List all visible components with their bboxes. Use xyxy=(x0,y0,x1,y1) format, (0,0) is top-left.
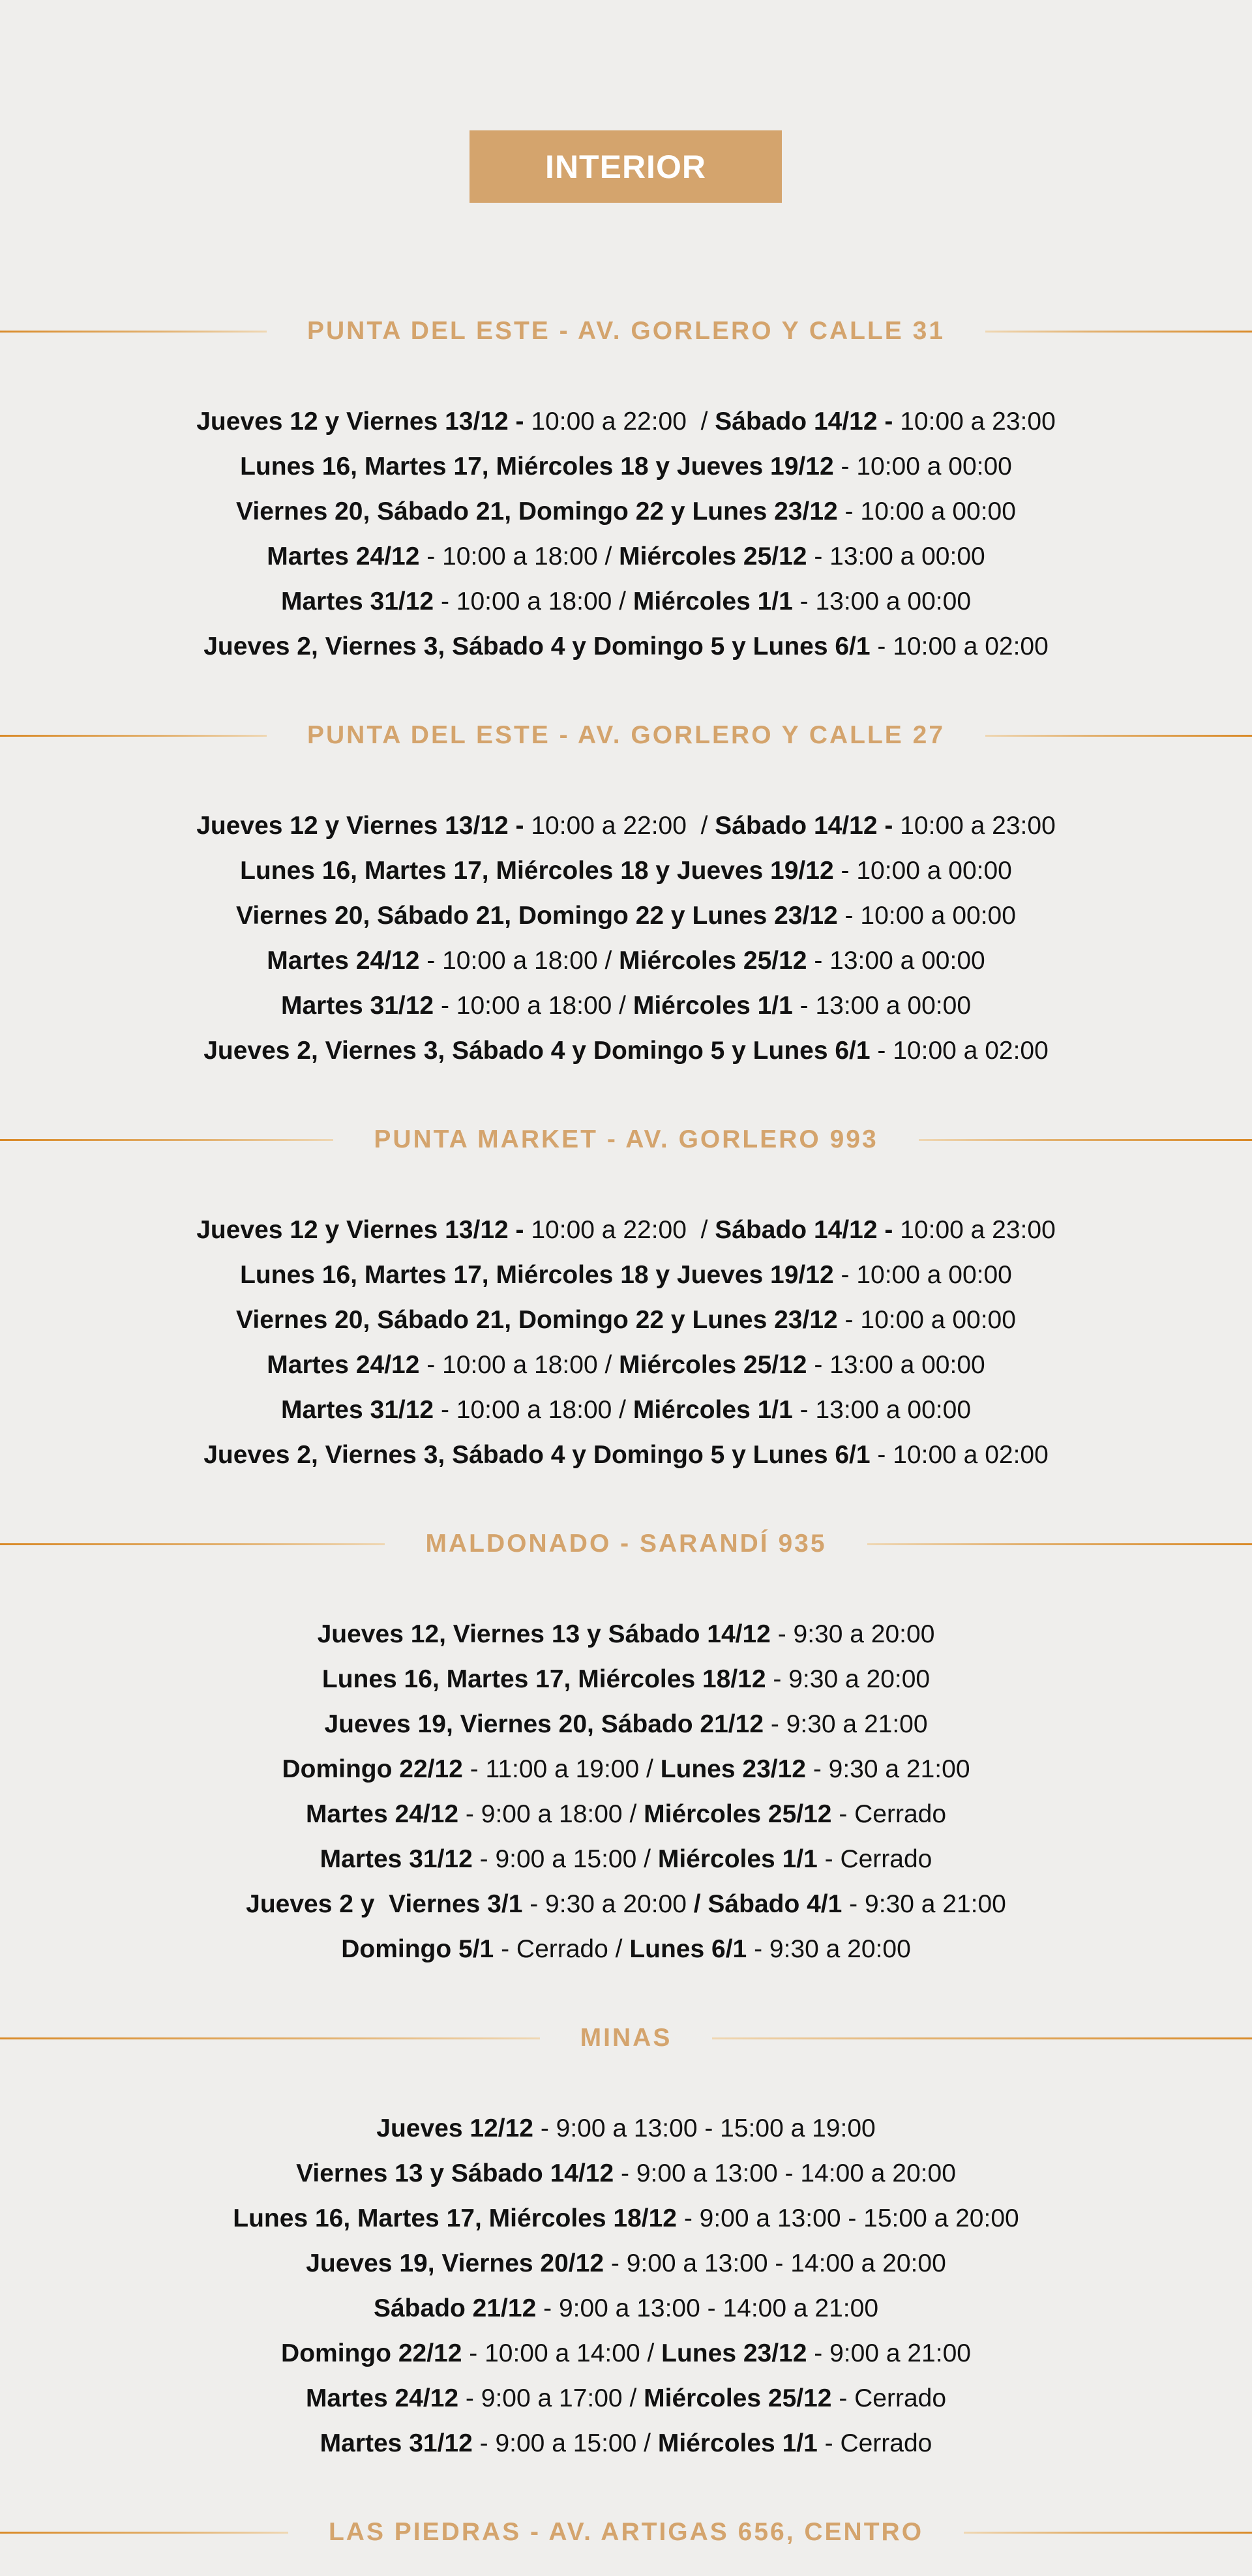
schedule-hours: - 11:00 a 19:00 / xyxy=(462,1755,661,1783)
schedule-hours: - 9:30 a 21:00 xyxy=(764,1710,928,1738)
schedule-day: Martes 31/12 xyxy=(280,1396,434,1424)
schedule-day: Martes 24/12 xyxy=(305,2384,459,2412)
schedule-day: Miércoles 1/1 xyxy=(633,587,793,615)
schedule-hours: - 9:30 a 21:00 xyxy=(842,1890,1006,1918)
schedule-row xyxy=(0,1747,1252,1792)
divider-line-left xyxy=(0,1139,333,1141)
schedule-day: Martes 24/12 xyxy=(267,1351,420,1379)
schedule-hours: - 10:00 a 00:00 xyxy=(837,1306,1016,1334)
section-title-4 xyxy=(0,1524,1252,1563)
schedule-day: Domingo 22/12 xyxy=(282,1755,463,1783)
schedule-day: Jueves 12 y Viernes 13/12 - xyxy=(196,812,524,840)
schedule-row xyxy=(0,1657,1252,1702)
schedule-hours: - 10:00 a 00:00 xyxy=(833,452,1012,481)
schedule-list xyxy=(0,399,1252,669)
schedule-day: Miércoles 25/12 xyxy=(644,1800,832,1828)
divider-line-right xyxy=(867,1543,1252,1545)
schedule-hours: - 9:00 a 17:00 / xyxy=(458,2384,644,2412)
schedule-hours: - 10:00 a 18:00 / xyxy=(419,542,619,570)
location-title: MINAS xyxy=(580,2024,672,2052)
section-title-1 xyxy=(0,312,1252,351)
schedule-hours: - 9:00 a 18:00 / xyxy=(458,1800,644,1828)
divider-line-right xyxy=(712,2037,1252,2039)
schedule-day: Sábado 14/12 - xyxy=(715,1216,893,1244)
schedule-row xyxy=(0,444,1252,489)
schedule-row xyxy=(0,893,1252,938)
schedule-row xyxy=(0,983,1252,1028)
schedule-day: Lunes 23/12 xyxy=(661,2339,807,2367)
section-title-6 xyxy=(0,2513,1252,2552)
schedule-day: Martes 31/12 xyxy=(320,2429,473,2457)
schedule-row xyxy=(0,2241,1252,2286)
schedule-hours: - 13:00 a 00:00 xyxy=(807,1351,985,1379)
schedule-row xyxy=(0,848,1252,893)
divider-line-right xyxy=(985,735,1252,737)
schedule-hours: - 13:00 a 00:00 xyxy=(792,992,972,1020)
schedule-day: Miércoles 25/12 xyxy=(619,947,807,975)
schedule-hours: 10:00 a 22:00 / xyxy=(524,812,715,840)
schedule-hours: - 9:00 a 13:00 - 14:00 a 21:00 xyxy=(536,2294,879,2322)
divider-line-left xyxy=(0,331,267,333)
schedule-hours: 10:00 a 22:00 / xyxy=(524,1216,715,1244)
schedule-row xyxy=(0,1207,1252,1252)
schedule-hours: - 10:00 a 18:00 / xyxy=(434,1396,633,1424)
schedule-hours: - 9:30 a 21:00 xyxy=(805,1755,970,1783)
schedule-day: Jueves 12 y Viernes 13/12 - xyxy=(196,407,524,436)
schedule-hours: - Cerrado xyxy=(831,2384,947,2412)
schedule-row xyxy=(0,1252,1252,1297)
schedule-row xyxy=(0,938,1252,983)
schedule-hours: 10:00 a 23:00 xyxy=(893,407,1056,436)
schedule-day: Jueves 2, Viernes 3, Sábado 4 y Domingo 5 y Lunes 6/1 xyxy=(203,1037,871,1065)
schedule-hours: - 10:00 a 00:00 xyxy=(833,1261,1012,1289)
location-title: PUNTA MARKET - AV. GORLERO 993 xyxy=(374,1125,878,1153)
schedule-row xyxy=(0,2106,1252,2151)
schedule-list xyxy=(0,1612,1252,1972)
schedule-hours: - 9:00 a 21:00 xyxy=(807,2339,971,2367)
schedule-row xyxy=(0,399,1252,444)
schedule-hours: - 10:00 a 02:00 xyxy=(870,1037,1049,1065)
schedule-day: Miércoles 25/12 xyxy=(644,2384,832,2412)
schedule-day: Viernes 20, Sábado 21, Domingo 22 y Lunes 23/12 xyxy=(236,497,838,526)
schedule-day: Jueves 12/12 xyxy=(376,2114,533,2142)
divider-line-right xyxy=(985,331,1252,333)
schedule-hours: - Cerrado xyxy=(817,2429,932,2457)
schedule-hours: - 13:00 a 00:00 xyxy=(792,1396,972,1424)
schedule-day: Lunes 16, Martes 17, Miércoles 18 y Jueves 19/12 xyxy=(240,452,834,481)
interior-badge: INTERIOR xyxy=(470,130,782,203)
schedule-day: Lunes 23/12 xyxy=(660,1755,806,1783)
schedule-hours: - 10:00 a 02:00 xyxy=(870,1441,1049,1469)
schedule-hours: - Cerrado xyxy=(831,1800,947,1828)
schedule-row xyxy=(0,1028,1252,1073)
schedule-day: Lunes 6/1 xyxy=(629,1935,747,1963)
schedule-day: Lunes 16, Martes 17, Miércoles 18 y Jueves 19/12 xyxy=(240,857,834,885)
schedule-hours: - 9:00 a 13:00 - 14:00 a 20:00 xyxy=(604,2249,946,2277)
schedule-day: Sábado 21/12 xyxy=(373,2294,537,2322)
schedule-hours: - 9:00 a 13:00 - 15:00 a 19:00 xyxy=(533,2114,876,2142)
schedule-row xyxy=(0,2376,1252,2421)
schedule-row xyxy=(0,1432,1252,1477)
schedule-day: Lunes 16, Martes 17, Miércoles 18/12 xyxy=(233,2204,677,2232)
schedule-day: Domingo 22/12 xyxy=(281,2339,462,2367)
schedule-day: Jueves 12 y Viernes 13/12 - xyxy=(196,1216,524,1244)
schedule-day: Viernes 20, Sábado 21, Domingo 22 y Lunes 23/12 xyxy=(236,902,838,930)
schedule-day: Viernes 13 y Sábado 14/12 xyxy=(296,2159,614,2187)
schedule-row xyxy=(0,2421,1252,2466)
schedule-hours: - 10:00 a 18:00 / xyxy=(434,587,633,615)
schedule-day: Miércoles 25/12 xyxy=(619,1351,807,1379)
schedule-row xyxy=(0,1837,1252,1882)
schedule-row xyxy=(0,1297,1252,1342)
schedule-hours: - 9:00 a 13:00 - 14:00 a 20:00 xyxy=(614,2159,956,2187)
schedule-day: Jueves 2, Viernes 3, Sábado 4 y Domingo 5 y Lunes 6/1 xyxy=(203,632,871,660)
schedule-day: Lunes 16, Martes 17, Miércoles 18 y Jueves 19/12 xyxy=(240,1261,834,1289)
schedule-row xyxy=(0,1612,1252,1657)
schedule-list xyxy=(0,2106,1252,2466)
schedule-row xyxy=(0,1702,1252,1747)
schedule-day: Sábado 14/12 - xyxy=(715,407,893,436)
schedule-day: Sábado 14/12 - xyxy=(715,812,893,840)
divider-line-right xyxy=(919,1139,1252,1141)
schedule-hours: - 10:00 a 14:00 / xyxy=(462,2339,662,2367)
schedule-day: Jueves 19, Viernes 20, Sábado 21/12 xyxy=(324,1710,764,1738)
schedule-row xyxy=(0,2151,1252,2196)
schedule-row xyxy=(0,803,1252,848)
schedule-hours: - 9:00 a 15:00 / xyxy=(472,1845,658,1873)
schedule-day: Miércoles 1/1 xyxy=(633,992,793,1020)
schedule-hours: - 10:00 a 00:00 xyxy=(837,497,1016,526)
schedule-day: Martes 31/12 xyxy=(320,1845,473,1873)
schedule-hours: - 10:00 a 02:00 xyxy=(870,632,1049,660)
section-title-5 xyxy=(0,2019,1252,2058)
schedule-hours: - 9:00 a 15:00 / xyxy=(472,2429,658,2457)
schedule-row xyxy=(0,624,1252,669)
schedule-day: Martes 31/12 xyxy=(280,992,434,1020)
divider-line-left xyxy=(0,735,267,737)
schedule-row xyxy=(0,1927,1252,1972)
schedule-list xyxy=(0,1207,1252,1477)
schedule-day: Miércoles 1/1 xyxy=(657,2429,818,2457)
schedule-row xyxy=(0,1387,1252,1432)
schedule-day: Miércoles 1/1 xyxy=(633,1396,793,1424)
schedule-day: Martes 24/12 xyxy=(267,542,420,570)
schedule-row xyxy=(0,1792,1252,1837)
schedule-hours: - 9:30 a 20:00 xyxy=(747,1935,911,1963)
schedule-row xyxy=(0,1342,1252,1387)
section-title-3 xyxy=(0,1120,1252,1159)
schedule-hours: 10:00 a 23:00 xyxy=(893,1216,1056,1244)
schedule-day: Jueves 2 y Viernes 3/1 xyxy=(246,1890,523,1918)
divider-line-left xyxy=(0,1543,385,1545)
schedule-day: / Sábado 4/1 xyxy=(693,1890,842,1918)
section-title-2 xyxy=(0,716,1252,755)
location-title: PUNTA DEL ESTE - AV. GORLERO Y CALLE 27 xyxy=(306,721,946,749)
schedule-list xyxy=(0,803,1252,1073)
schedule-row xyxy=(0,2286,1252,2331)
schedule-day: Domingo 5/1 xyxy=(341,1935,494,1963)
divider-line-left xyxy=(0,2532,288,2534)
schedule-day: Martes 24/12 xyxy=(305,1800,459,1828)
schedule-hours: - 10:00 a 18:00 / xyxy=(419,947,619,975)
schedule-hours: - Cerrado / xyxy=(494,1935,630,1963)
schedule-hours: - 9:30 a 20:00 xyxy=(522,1890,694,1918)
schedule-hours: - Cerrado xyxy=(817,1845,932,1873)
schedule-hours: - 9:30 a 20:00 xyxy=(766,1665,931,1693)
schedule-row xyxy=(0,489,1252,534)
schedule-hours: - 10:00 a 18:00 / xyxy=(434,992,633,1020)
schedule-day: Jueves 19, Viernes 20/12 xyxy=(306,2249,604,2277)
schedule-day: Lunes 16, Martes 17, Miércoles 18/12 xyxy=(321,1665,766,1693)
schedule-hours: - 9:00 a 13:00 - 15:00 a 20:00 xyxy=(676,2204,1019,2232)
schedule-row xyxy=(0,1882,1252,1927)
schedule-day: Martes 24/12 xyxy=(267,947,420,975)
divider-line-right xyxy=(964,2532,1252,2534)
schedule-row xyxy=(0,579,1252,624)
schedule-hours: - 9:30 a 20:00 xyxy=(770,1620,935,1648)
schedule-hours: - 13:00 a 00:00 xyxy=(807,542,985,570)
location-title: LAS PIEDRAS - AV. ARTIGAS 656, CENTRO xyxy=(328,2518,924,2546)
schedule-row xyxy=(0,2196,1252,2241)
schedule-day: Miércoles 25/12 xyxy=(619,542,807,570)
schedule-hours: - 10:00 a 18:00 / xyxy=(419,1351,619,1379)
schedule-day: Martes 31/12 xyxy=(280,587,434,615)
schedule-hours: - 13:00 a 00:00 xyxy=(792,587,972,615)
schedule-day: Viernes 20, Sábado 21, Domingo 22 y Lunes 23/12 xyxy=(236,1306,838,1334)
location-title: PUNTA DEL ESTE - AV. GORLERO Y CALLE 31 xyxy=(306,317,946,345)
schedule-day: Jueves 2, Viernes 3, Sábado 4 y Domingo 5 y Lunes 6/1 xyxy=(203,1441,871,1469)
schedule-row xyxy=(0,534,1252,579)
schedule-hours: - 10:00 a 00:00 xyxy=(837,902,1016,930)
schedule-hours: 10:00 a 22:00 / xyxy=(524,407,715,436)
schedule-hours: - 13:00 a 00:00 xyxy=(807,947,985,975)
schedule-row xyxy=(0,2331,1252,2376)
location-title: MALDONADO - SARANDÍ 935 xyxy=(425,1530,827,1558)
schedule-day: Miércoles 1/1 xyxy=(657,1845,818,1873)
schedule-hours: - 10:00 a 00:00 xyxy=(833,857,1012,885)
schedule-hours: 10:00 a 23:00 xyxy=(893,812,1056,840)
divider-line-left xyxy=(0,2037,540,2039)
schedule-day: Jueves 12, Viernes 13 y Sábado 14/12 xyxy=(317,1620,771,1648)
